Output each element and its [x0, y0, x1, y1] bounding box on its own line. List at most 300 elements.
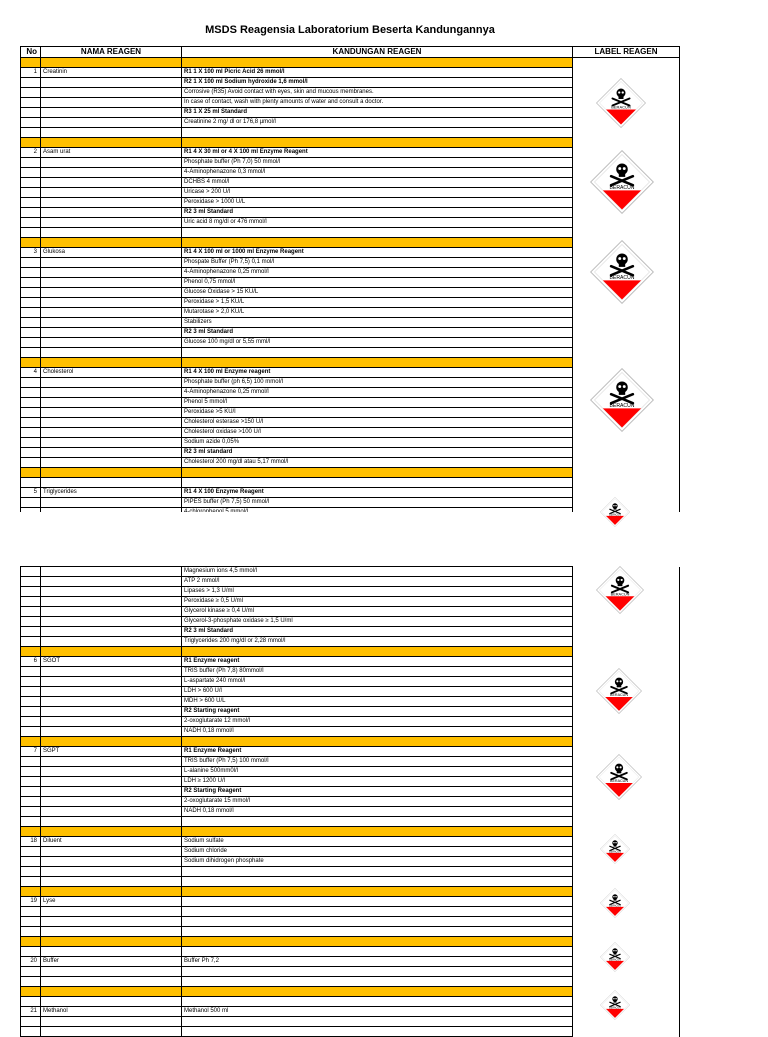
cell-name [41, 767, 182, 777]
cell-content [182, 228, 573, 238]
table-row [21, 637, 680, 647]
cell-content: R2 3 ml Standard [182, 208, 573, 218]
cell-name [41, 597, 182, 607]
table-row [21, 627, 680, 637]
table-header-row [21, 47, 680, 58]
cell-no: 20 [21, 957, 41, 967]
table-row [21, 318, 680, 328]
toxic-hazard-icon [596, 78, 646, 128]
cell-content: R1 4 X 100 ml or 1000 ml Enzyme Reagent [182, 248, 573, 258]
cell-name [41, 817, 182, 827]
toxic-hazard-icon [600, 942, 630, 972]
cell-name [41, 128, 182, 138]
table-row [21, 418, 680, 428]
cell-no [21, 697, 41, 707]
cell-no [21, 687, 41, 697]
cell-content: L-aspartate 240 mmol/l [182, 677, 573, 687]
cell-label [573, 977, 680, 987]
cell-content [182, 817, 573, 827]
table-row [21, 488, 680, 498]
cell-content: Mutarotase > 2,0 KU/L [182, 308, 573, 318]
cell-no: 19 [21, 897, 41, 907]
cell-no [21, 338, 41, 348]
cell-content: Phospate Buffer (Ph 7,5) 0,1 mol/l [182, 258, 573, 268]
cell-no: 2 [21, 148, 41, 158]
cell-content: Sodium dihidrogen phosphate [182, 857, 573, 867]
cell-no [21, 597, 41, 607]
toxic-hazard-icon [596, 668, 642, 714]
cell-content [182, 997, 573, 1007]
hazard-label: BERACUN [609, 958, 621, 962]
table-row [21, 478, 680, 488]
cell-no [21, 408, 41, 418]
cell-content [182, 917, 573, 927]
toxic-hazard-icon [590, 368, 654, 432]
separator-row [21, 238, 680, 248]
table-row [21, 88, 680, 98]
cell-content: R2 3 ml standard [182, 448, 573, 458]
cell-name: Asam urat [41, 148, 182, 158]
cell-name [41, 907, 182, 917]
cell-no [21, 198, 41, 208]
cell-no [21, 288, 41, 298]
cell-name [41, 777, 182, 787]
table-row [21, 388, 680, 398]
hazard-label: BERACUN [609, 275, 635, 282]
cell-name [41, 438, 182, 448]
table-row [21, 727, 680, 737]
cell-content: Glucose Oxidase > 15 KU/L [182, 288, 573, 298]
cell-name [41, 468, 182, 478]
cell-content [182, 58, 573, 68]
cell-content: NADH 0,18 mmol/l [182, 727, 573, 737]
cell-no [21, 817, 41, 827]
header-no: No [21, 47, 41, 58]
table-row [21, 847, 680, 857]
cell-content: Cholesterol esterase >150 U/l [182, 418, 573, 428]
cell-name [41, 88, 182, 98]
cell-label [573, 927, 680, 937]
cell-name [41, 807, 182, 817]
cell-label [573, 737, 680, 747]
cell-label [573, 328, 680, 338]
separator-row [21, 647, 680, 657]
cell-label [573, 488, 680, 498]
table-row [21, 597, 680, 607]
cell-no [21, 797, 41, 807]
cell-name [41, 677, 182, 687]
cell-label [573, 358, 680, 368]
cell-name [41, 847, 182, 857]
table-row [21, 308, 680, 318]
cell-name: Cholesterol [41, 368, 182, 378]
table-row [21, 857, 680, 867]
cell-no: 4 [21, 368, 41, 378]
cell-content: DCHBS 4 mmol/l [182, 178, 573, 188]
cell-name [41, 268, 182, 278]
cell-no [21, 258, 41, 268]
cell-label [573, 917, 680, 927]
cell-label [573, 647, 680, 657]
cell-no [21, 298, 41, 308]
cell-name [41, 458, 182, 468]
cell-no [21, 128, 41, 138]
cell-no [21, 787, 41, 797]
cell-content [182, 358, 573, 368]
cell-name: SGOT [41, 657, 182, 667]
cell-name [41, 78, 182, 88]
header-name: NAMA REAGEN [41, 47, 182, 58]
cell-name [41, 208, 182, 218]
cell-content: LDH > 600 U/l [182, 687, 573, 697]
cell-content [182, 897, 573, 907]
hazard-label: BERACUN [610, 592, 630, 597]
table-row [21, 168, 680, 178]
cell-name [41, 398, 182, 408]
hazard-label: BERACUN [610, 779, 628, 784]
cell-content: Phosphate buffer (ph 6,5) 100 mmol/l [182, 378, 573, 388]
cell-no [21, 378, 41, 388]
toxic-hazard-icon [600, 834, 630, 864]
cell-no [21, 877, 41, 887]
cell-name [41, 1017, 182, 1027]
cell-content: Peroxidase > 1,5 KU/L [182, 298, 573, 308]
toxic-hazard-icon [596, 754, 642, 800]
cell-name [41, 607, 182, 617]
cell-label [573, 448, 680, 458]
toxic-hazard-icon [600, 888, 630, 918]
table-row [21, 687, 680, 697]
cell-label [573, 727, 680, 737]
cell-no [21, 218, 41, 228]
cell-content: R2 Starting Reagent [182, 787, 573, 797]
cell-no [21, 418, 41, 428]
table-row [21, 1007, 680, 1017]
cell-name [41, 298, 182, 308]
cell-name [41, 967, 182, 977]
cell-content: Cholesterol 200 mg/dl atau 5,17 mmol/l [182, 458, 573, 468]
cell-content: R2 Starting reagent [182, 707, 573, 717]
cell-name [41, 727, 182, 737]
cell-name: Diluent [41, 837, 182, 847]
hazard-label: BERACUN [609, 185, 635, 192]
table-row [21, 607, 680, 617]
cell-label [573, 138, 680, 148]
table-row [21, 428, 680, 438]
table-row [21, 258, 680, 268]
cell-name [41, 707, 182, 717]
separator-row [21, 737, 680, 747]
table-row [21, 617, 680, 627]
cell-name [41, 388, 182, 398]
cell-no [21, 318, 41, 328]
cell-content: In case of contact, wash with plenty amounts of water and consult a doctor. [182, 98, 573, 108]
cell-content: 2-oxoglutarate 15 mmol/l [182, 797, 573, 807]
cell-no [21, 667, 41, 677]
table-row [21, 178, 680, 188]
cell-name [41, 877, 182, 887]
cell-content [182, 827, 573, 837]
cell-no [21, 478, 41, 488]
cell-content [182, 1027, 573, 1037]
cell-no [21, 58, 41, 68]
cell-content [182, 877, 573, 887]
cell-content [182, 138, 573, 148]
page-break [0, 512, 768, 566]
cell-name [41, 218, 182, 228]
reagent-table-page-2 [20, 566, 680, 1037]
table-row [21, 567, 680, 577]
cell-name [41, 418, 182, 428]
cell-label [573, 468, 680, 478]
cell-content: Methanol 500 ml [182, 1007, 573, 1017]
cell-no [21, 617, 41, 627]
table-row [21, 118, 680, 128]
cell-no: 1 [21, 68, 41, 78]
cell-name [41, 627, 182, 637]
cell-content: R1 4 X 30 ml or 4 X 100 ml Enzyme Reagent [182, 148, 573, 158]
table-row [21, 957, 680, 967]
cell-name [41, 428, 182, 438]
table-row [21, 867, 680, 877]
cell-content: Phosphate buffer (Ph 7,0) 50 mmol/l [182, 158, 573, 168]
cell-no [21, 178, 41, 188]
cell-name [41, 338, 182, 348]
cell-no [21, 607, 41, 617]
cell-name [41, 687, 182, 697]
cell-label [573, 817, 680, 827]
cell-no [21, 647, 41, 657]
cell-no [21, 977, 41, 987]
cell-content [182, 647, 573, 657]
table-row [21, 807, 680, 817]
hazard-label: BERACUN [609, 513, 621, 517]
table-row [21, 398, 680, 408]
cell-content: Sodium sulfate [182, 837, 573, 847]
cell-no [21, 448, 41, 458]
table-row [21, 707, 680, 717]
cell-name [41, 987, 182, 997]
cell-no [21, 308, 41, 318]
cell-name: Lyse [41, 897, 182, 907]
table-row [21, 577, 680, 587]
cell-name [41, 637, 182, 647]
cell-content: R1 4 X 100 Enzyme Reagent [182, 488, 573, 498]
cell-content: R1 Enzyme Reagent [182, 747, 573, 757]
cell-no: 7 [21, 747, 41, 757]
cell-no [21, 388, 41, 398]
cell-no [21, 498, 41, 508]
cell-no [21, 987, 41, 997]
table-row [21, 328, 680, 338]
cell-name [41, 278, 182, 288]
cell-content: NADH 0,18 mmol/l [182, 807, 573, 817]
table-row [21, 248, 680, 258]
cell-name: Triglycerides [41, 488, 182, 498]
cell-label [573, 308, 680, 318]
cell-no [21, 278, 41, 288]
cell-name [41, 947, 182, 957]
cell-no [21, 947, 41, 957]
cell-content: Sodium azide 0,05% [182, 438, 573, 448]
table-row [21, 208, 680, 218]
header-content: KANDUNGAN REAGEN [182, 47, 573, 58]
cell-no [21, 158, 41, 168]
cell-label [573, 867, 680, 877]
cell-content: R3 1 X 25 ml Standard [182, 108, 573, 118]
separator-row [21, 468, 680, 478]
cell-name [41, 138, 182, 148]
table-row [21, 977, 680, 987]
cell-label [573, 128, 680, 138]
cell-label [573, 877, 680, 887]
cell-name [41, 827, 182, 837]
cell-content: R1 4 X 100 ml Enzyme reagent [182, 368, 573, 378]
cell-label [573, 58, 680, 68]
cell-no [21, 567, 41, 577]
cell-content [182, 967, 573, 977]
cell-name [41, 238, 182, 248]
cell-name [41, 997, 182, 1007]
cell-name [41, 158, 182, 168]
table-row [21, 897, 680, 907]
cell-name [41, 118, 182, 128]
cell-label [573, 657, 680, 667]
separator-row [21, 827, 680, 837]
table-row [21, 288, 680, 298]
cell-no [21, 138, 41, 148]
toxic-hazard-icon [590, 150, 654, 214]
cell-content: Creatinine 2 mg/ dl or 176,8 µmol/l [182, 118, 573, 128]
cell-label [573, 318, 680, 328]
cell-name [41, 577, 182, 587]
cell-no [21, 717, 41, 727]
table-row [21, 587, 680, 597]
table-row [21, 757, 680, 767]
cell-label [573, 717, 680, 727]
separator-row [21, 358, 680, 368]
cell-content: Buffer Ph 7,2 [182, 957, 573, 967]
table-row [21, 78, 680, 88]
cell-name [41, 108, 182, 118]
cell-content: 2-oxoglutarate 12 mmol/l [182, 717, 573, 727]
cell-content: Glucose 100 mg/dl or 5,55 mml/l [182, 338, 573, 348]
cell-label [573, 637, 680, 647]
cell-content: ATP 2 mmol/l [182, 577, 573, 587]
cell-name [41, 757, 182, 767]
cell-name: Methanol [41, 1007, 182, 1017]
table-row [21, 1027, 680, 1037]
cell-name [41, 478, 182, 488]
cell-label [573, 68, 680, 78]
cell-no [21, 937, 41, 947]
table-row [21, 268, 680, 278]
table-row [21, 717, 680, 727]
hazard-label: BERACUN [610, 693, 628, 698]
cell-no [21, 208, 41, 218]
cell-no: 5 [21, 488, 41, 498]
cell-no [21, 118, 41, 128]
table-row [21, 747, 680, 757]
cell-no [21, 627, 41, 637]
cell-no [21, 438, 41, 448]
cell-no [21, 677, 41, 687]
cell-no [21, 847, 41, 857]
cell-content: R2 1 X 100 ml Sodium hydroxide 1,6 mmol/l [182, 78, 573, 88]
cell-no [21, 78, 41, 88]
cell-name [41, 358, 182, 368]
cell-name [41, 258, 182, 268]
table-row [21, 408, 680, 418]
cell-name [41, 348, 182, 358]
cell-name [41, 198, 182, 208]
cell-label [573, 338, 680, 348]
cell-name [41, 787, 182, 797]
cell-name [41, 168, 182, 178]
cell-content [182, 348, 573, 358]
separator-row [21, 58, 680, 68]
cell-no [21, 707, 41, 717]
cell-no [21, 228, 41, 238]
cell-content: R2 3 ml Standard [182, 328, 573, 338]
cell-content: MDH > 600 U/L [182, 697, 573, 707]
cell-name [41, 567, 182, 577]
cell-content: Phenol 5 mmol/l [182, 398, 573, 408]
cell-no [21, 1027, 41, 1037]
cell-content: Peroxidase ≥ 0,5 U/ml [182, 597, 573, 607]
table-row [21, 767, 680, 777]
reagent-table-page-1 [20, 46, 680, 528]
cell-no [21, 887, 41, 897]
cell-no: 21 [21, 1007, 41, 1017]
cell-name [41, 857, 182, 867]
cell-content: R1 Enzyme reagent [182, 657, 573, 667]
cell-content: TRIS buffer (Ph 7,8) 80mmol/l [182, 667, 573, 677]
cell-name [41, 587, 182, 597]
cell-content: Cholesterol oxidase >100 U/l [182, 428, 573, 438]
cell-name [41, 977, 182, 987]
cell-name [41, 188, 182, 198]
cell-content: 4-Aminophenazone 0,25 mmol/l [182, 388, 573, 398]
toxic-hazard-icon [590, 240, 654, 304]
table-row [21, 458, 680, 468]
cell-content [182, 468, 573, 478]
table-row [21, 218, 680, 228]
cell-content: Phenol 0,75 mmol/l [182, 278, 573, 288]
cell-name [41, 328, 182, 338]
cell-name [41, 737, 182, 747]
cell-content: R2 3 ml Standard [182, 627, 573, 637]
table-row [21, 877, 680, 887]
cell-content [182, 478, 573, 488]
cell-no [21, 767, 41, 777]
table-row [21, 368, 680, 378]
table-row [21, 1017, 680, 1027]
cell-label [573, 807, 680, 817]
cell-content: R1 1 X 100 ml Picric Acid 26 mmol/l [182, 68, 573, 78]
cell-no [21, 238, 41, 248]
cell-no: 18 [21, 837, 41, 847]
cell-name [41, 617, 182, 627]
table-row [21, 677, 680, 687]
table-row [21, 98, 680, 108]
cell-no [21, 857, 41, 867]
cell-name [41, 448, 182, 458]
cell-no [21, 268, 41, 278]
cell-content: Stabilizers [182, 318, 573, 328]
table-row [21, 837, 680, 847]
cell-label [573, 627, 680, 637]
